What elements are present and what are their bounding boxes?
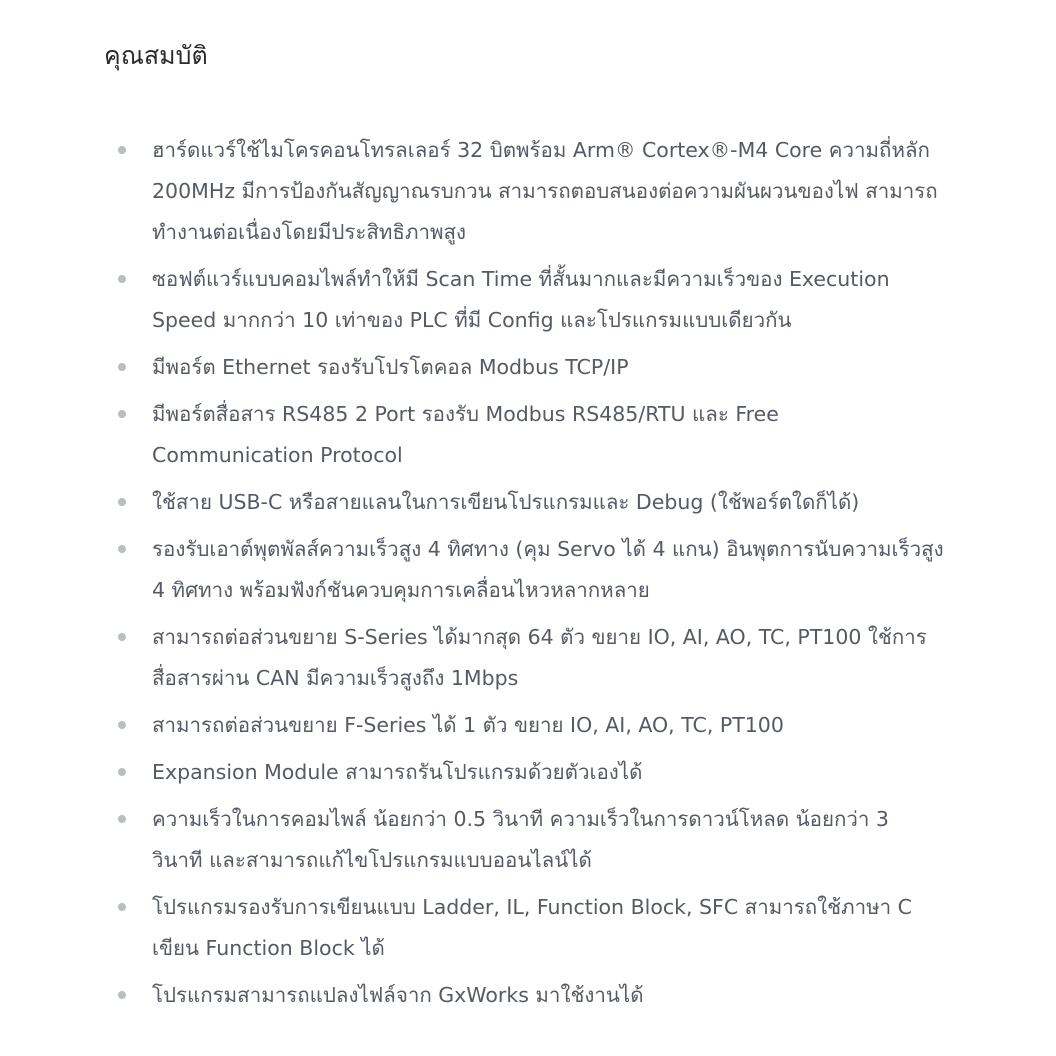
feature-text: สามารถต่อส่วนขยาย S-Series ได้มากสุด 64 ตัว ขยาย IO, AI, AO, TC, PT100 ใช้การสื่อสารผ่าน CAN มีความเร็วสูงถึง 1Mbps — [152, 625, 927, 690]
bullet-icon — [118, 815, 126, 823]
bullet-icon — [118, 721, 126, 729]
features-section — [104, 34, 944, 1022]
bullet-icon — [118, 768, 126, 776]
list-item — [104, 130, 944, 253]
feature-text: มีพอร์ต Ethernet รองรับโปรโตคอล Modbus TCP/IP — [152, 355, 629, 379]
feature-list — [104, 130, 944, 1016]
feature-text: ซอฟต์แวร์แบบคอมไพล์ทำให้มี Scan Time ที่สั้นมากและมีความเร็วของ Execution Speed มากกว่า 10 เท่าของ PLC ที่มี Config และโปรแกรมแบบเดียวกัน — [152, 267, 890, 332]
feature-text: Expansion Module สามารถรันโปรแกรมด้วยตัวเองได้ — [152, 760, 643, 784]
bullet-icon — [118, 903, 126, 911]
feature-text: โปรแกรมสามารถแปลงไฟล์จาก GxWorks มาใช้งานได้ — [152, 983, 644, 1007]
bullet-icon — [118, 275, 126, 283]
bullet-icon — [118, 498, 126, 506]
bullet-icon — [118, 410, 126, 418]
list-item — [104, 887, 944, 969]
list-item — [104, 617, 944, 699]
list-item — [104, 705, 944, 746]
feature-text: ฮาร์ดแวร์ใช้ไมโครคอนโทรลเลอร์ 32 บิตพร้อม Arm® Cortex®-M4 Core ความถี่หลัก 200MHz มีการป้องกันสัญญาณรบกวน สามารถตอบสนองต่อความผันผวนของไฟ สามารถทำงานต่อเนื่องโดยมีประสิทธิภาพสูง — [152, 138, 938, 244]
list-item — [104, 259, 944, 341]
bullet-icon — [118, 146, 126, 154]
bullet-icon — [118, 363, 126, 371]
feature-text: ความเร็วในการคอมไพล์ น้อยกว่า 0.5 วินาที ความเร็วในการดาวน์โหลด น้อยกว่า 3 วินาที และสามารถแก้ไขโปรแกรมแบบออนไลน์ได้ — [152, 807, 889, 872]
bullet-icon — [118, 633, 126, 641]
feature-text: สามารถต่อส่วนขยาย F-Series ได้ 1 ตัว ขยาย IO, AI, AO, TC, PT100 — [152, 713, 784, 737]
feature-text: มีพอร์ตสื่อสาร RS485 2 Port รองรับ Modbus RS485/RTU และ Free Communication Protocol — [152, 402, 779, 467]
list-item — [104, 752, 944, 793]
list-item — [104, 482, 944, 523]
feature-text: ใช้สาย USB-C หรือสายแลนในการเขียนโปรแกรมและ Debug (ใช้พอร์ตใดก็ได้) — [152, 490, 860, 514]
section-title: คุณสมบัติ — [104, 41, 208, 70]
feature-text: โปรแกรมรองรับการเขียนแบบ Ladder, IL, Function Block, SFC สามารถใช้ภาษา C เขียน Function Block ได้ — [152, 895, 912, 960]
list-item — [104, 394, 944, 476]
feature-text: รองรับเอาต์พุตพัลส์ความเร็วสูง 4 ทิศทาง (คุม Servo ได้ 4 แกน) อินพุตการนับความเร็วสูง 4 ทิศทาง พร้อมฟังก์ชันควบคุมการเคลื่อนไหวหลากหลาย — [152, 537, 944, 602]
list-item — [104, 975, 944, 1016]
list-item — [104, 529, 944, 611]
bullet-icon — [118, 991, 126, 999]
list-item — [104, 799, 944, 881]
list-item — [104, 347, 944, 388]
bullet-icon — [118, 545, 126, 553]
